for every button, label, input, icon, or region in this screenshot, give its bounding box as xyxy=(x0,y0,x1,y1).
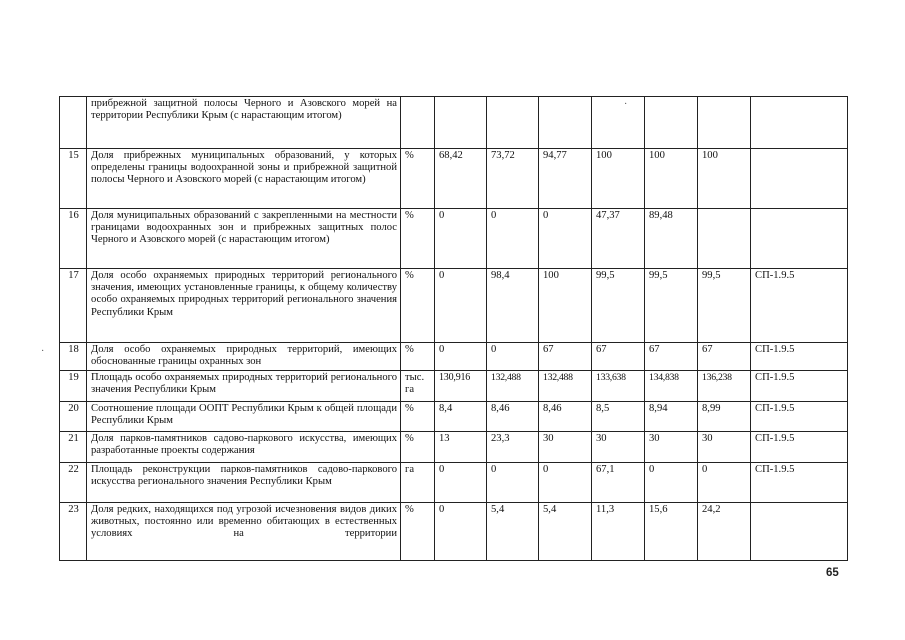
value-cell: 0 xyxy=(539,209,592,269)
value-cell: 11,3 xyxy=(592,503,645,561)
value-cell: 5,4 xyxy=(487,503,539,561)
indicator-name-cell: Доля особо охраняемых природных территорий регионального значения, имеющих установленные границы, к общему количеству особо охраняемых природных территорий регионального значения Республики Крым xyxy=(87,269,401,343)
unit-cell: % xyxy=(401,432,435,463)
value-cell: 67 xyxy=(592,343,645,371)
value-cell: 24,2 xyxy=(698,503,751,561)
value-cell: 23,3 xyxy=(487,432,539,463)
value-cell: 132,488 xyxy=(539,371,592,402)
value-cell: 8,94 xyxy=(645,402,698,432)
value-cell: 67,1 xyxy=(592,463,645,503)
row-number-cell: 17 xyxy=(60,269,87,343)
row-number-cell: 23 xyxy=(60,503,87,561)
value-cell: 94,77 xyxy=(539,149,592,209)
row-number-cell: 19 xyxy=(60,371,87,402)
row-number-cell: 22 xyxy=(60,463,87,503)
row-number-cell: 21 xyxy=(60,432,87,463)
table-row xyxy=(60,149,848,209)
value-cell: 5,4 xyxy=(539,503,592,561)
value-cell: 67 xyxy=(539,343,592,371)
value-cell: 8,46 xyxy=(539,402,592,432)
value-cell xyxy=(698,97,751,149)
value-cell: 130,916 xyxy=(435,371,487,402)
value-cell: 67 xyxy=(698,343,751,371)
value-cell: 0 xyxy=(487,463,539,503)
value-cell: 133,638 xyxy=(592,371,645,402)
value-cell: 0 xyxy=(435,463,487,503)
value-cell: 100 xyxy=(645,149,698,209)
value-cell: 0 xyxy=(435,343,487,371)
value-cell: 0 xyxy=(435,503,487,561)
value-cell xyxy=(435,97,487,149)
value-cell: 134,838 xyxy=(645,371,698,402)
value-cell xyxy=(539,97,592,149)
table-row xyxy=(60,97,848,149)
value-cell: 13 xyxy=(435,432,487,463)
reference-cell: СП-1.9.5 xyxy=(751,432,848,463)
value-cell: 30 xyxy=(539,432,592,463)
row-number-cell: 15 xyxy=(60,149,87,209)
row-number-cell: 16 xyxy=(60,209,87,269)
unit-cell: % xyxy=(401,269,435,343)
scan-speck: · xyxy=(624,99,628,110)
value-cell: 15,6 xyxy=(645,503,698,561)
value-cell: 99,5 xyxy=(645,269,698,343)
value-cell: 100 xyxy=(539,269,592,343)
reference-cell: СП-1.9.5 xyxy=(751,269,848,343)
unit-cell: % xyxy=(401,209,435,269)
table-row xyxy=(60,343,848,371)
value-cell: 0 xyxy=(487,209,539,269)
value-cell: 98,4 xyxy=(487,269,539,343)
value-cell: 0 xyxy=(435,209,487,269)
indicator-name-cell: прибрежной защитной полосы Черного и Азовского морей на территории Республики Крым (с нарастающим итогом) xyxy=(87,97,401,149)
value-cell: 47,37 xyxy=(592,209,645,269)
reference-cell: СП-1.9.5 xyxy=(751,463,848,503)
table-row xyxy=(60,402,848,432)
unit-cell: га xyxy=(401,463,435,503)
reference-cell xyxy=(751,209,848,269)
reference-cell xyxy=(751,149,848,209)
table-row xyxy=(60,503,848,561)
value-cell: 0 xyxy=(487,343,539,371)
indicators-table xyxy=(59,96,848,561)
reference-cell xyxy=(751,97,848,149)
value-cell xyxy=(698,209,751,269)
indicator-name-cell: Площадь особо охраняемых природных территорий регионального значения Республики Крым xyxy=(87,371,401,402)
unit-cell: % xyxy=(401,343,435,371)
indicator-name-cell: Площадь реконструкции парков-памятников садово-паркового искусства регионального значения Республики Крым xyxy=(87,463,401,503)
value-cell: 30 xyxy=(645,432,698,463)
value-cell: 8,46 xyxy=(487,402,539,432)
row-number-cell xyxy=(60,97,87,149)
value-cell: 100 xyxy=(592,149,645,209)
value-cell: 0 xyxy=(698,463,751,503)
value-cell: 100 xyxy=(698,149,751,209)
value-cell: 89,48 xyxy=(645,209,698,269)
table-row xyxy=(60,463,848,503)
value-cell: 0 xyxy=(645,463,698,503)
value-cell: 67 xyxy=(645,343,698,371)
indicator-name-cell: Доля прибрежных муниципальных образований, у которых определены границы водоохранной зоны и прибрежной защитной полосы Черного и Азовского морей (с нарастающим итогом) xyxy=(87,149,401,209)
page-number: 65 xyxy=(826,567,839,579)
value-cell: 8,4 xyxy=(435,402,487,432)
scan-speck: · xyxy=(41,346,45,357)
unit-cell: % xyxy=(401,149,435,209)
table-row xyxy=(60,209,848,269)
table-row xyxy=(60,432,848,463)
value-cell: 30 xyxy=(698,432,751,463)
unit-cell: тыс. га xyxy=(401,371,435,402)
value-cell: 30 xyxy=(592,432,645,463)
value-cell xyxy=(592,97,645,149)
row-number-cell: 20 xyxy=(60,402,87,432)
indicator-name-cell: Доля особо охраняемых природных территорий, имеющих обоснованные границы охранных зон xyxy=(87,343,401,371)
indicator-name-cell: Соотношение площади ООПТ Республики Крым к общей площади Республики Крым xyxy=(87,402,401,432)
value-cell: 0 xyxy=(539,463,592,503)
unit-cell xyxy=(401,97,435,149)
value-cell: 99,5 xyxy=(698,269,751,343)
indicator-name-cell: Доля редких, находящихся под угрозой исчезновения видов диких животных, постоянно или временно обитающих в естественных условиях на территории xyxy=(87,503,401,561)
value-cell xyxy=(645,97,698,149)
value-cell: 132,488 xyxy=(487,371,539,402)
value-cell: 0 xyxy=(435,269,487,343)
row-number-cell: 18 xyxy=(60,343,87,371)
reference-cell: СП-1.9.5 xyxy=(751,343,848,371)
value-cell: 68,42 xyxy=(435,149,487,209)
unit-cell: % xyxy=(401,402,435,432)
value-cell xyxy=(487,97,539,149)
value-cell: 73,72 xyxy=(487,149,539,209)
reference-cell: СП-1.9.5 xyxy=(751,402,848,432)
table-row xyxy=(60,371,848,402)
value-cell: 99,5 xyxy=(592,269,645,343)
table-row xyxy=(60,269,848,343)
reference-cell: СП-1.9.5 xyxy=(751,371,848,402)
value-cell: 8,5 xyxy=(592,402,645,432)
indicator-name-cell: Доля парков-памятников садово-паркового искусства, имеющих разработанные проекты содержания xyxy=(87,432,401,463)
value-cell: 8,99 xyxy=(698,402,751,432)
unit-cell: % xyxy=(401,503,435,561)
reference-cell xyxy=(751,503,848,561)
indicator-name-cell: Доля муниципальных образований с закрепленными на местности границами водоохранных зон и прибрежных защитных полос Черного и Азовского морей (с нарастающим итогом) xyxy=(87,209,401,269)
value-cell: 136,238 xyxy=(698,371,751,402)
